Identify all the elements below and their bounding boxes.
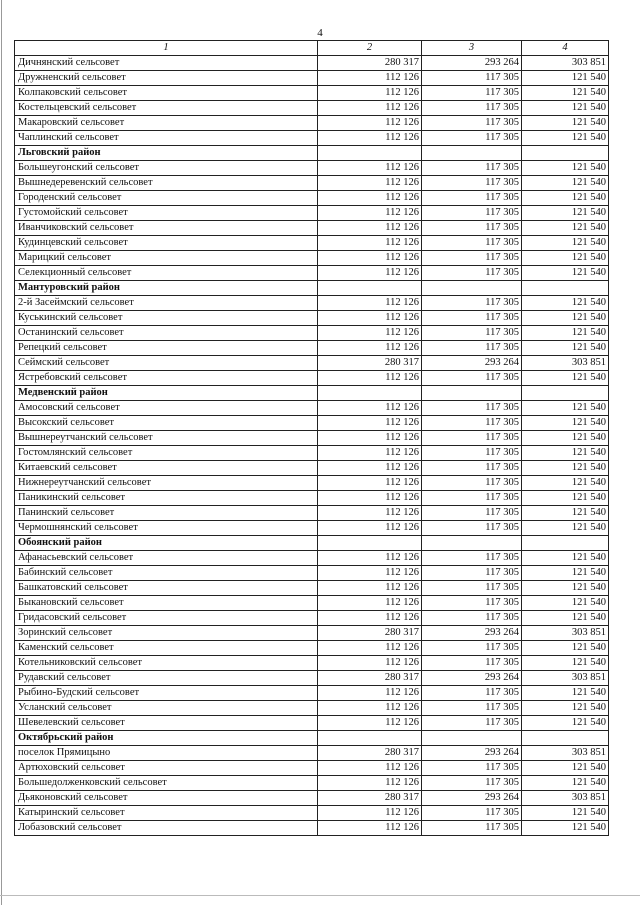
- value-col-4: 121 540: [522, 266, 609, 281]
- municipality-name: Лобазовский сельсовет: [15, 821, 318, 836]
- district-header-row: [15, 281, 609, 296]
- table-row: [15, 596, 609, 611]
- value-col-3: 293 264: [422, 356, 522, 371]
- value-col-4: 121 540: [522, 686, 609, 701]
- value-col-3: 117 305: [422, 521, 522, 536]
- value-col-2: 112 126: [318, 101, 422, 116]
- municipality-name: Макаровский сельсовет: [15, 116, 318, 131]
- value-col-4: 121 540: [522, 716, 609, 731]
- value-col-2: 280 317: [318, 626, 422, 641]
- value-col-4: 121 540: [522, 506, 609, 521]
- table-row: [15, 56, 609, 71]
- value-col-3: 117 305: [422, 506, 522, 521]
- table-row: [15, 116, 609, 131]
- value-col-2: 112 126: [318, 311, 422, 326]
- value-col-3: 117 305: [422, 401, 522, 416]
- value-col-2: [318, 731, 422, 746]
- value-col-2: 112 126: [318, 176, 422, 191]
- table-row: [15, 641, 609, 656]
- value-col-2: 112 126: [318, 416, 422, 431]
- table-row: [15, 491, 609, 506]
- value-col-4: 121 540: [522, 566, 609, 581]
- value-col-3: 117 305: [422, 191, 522, 206]
- value-col-4: [522, 536, 609, 551]
- value-col-3: 117 305: [422, 821, 522, 836]
- table-row: [15, 191, 609, 206]
- table-row: [15, 296, 609, 311]
- value-col-2: 280 317: [318, 671, 422, 686]
- district-name: Октябрьский район: [15, 731, 318, 746]
- table-row: [15, 401, 609, 416]
- value-col-3: 117 305: [422, 551, 522, 566]
- value-col-4: 121 540: [522, 116, 609, 131]
- value-col-4: 121 540: [522, 521, 609, 536]
- value-col-2: 112 126: [318, 251, 422, 266]
- value-col-3: 117 305: [422, 686, 522, 701]
- value-col-2: 112 126: [318, 266, 422, 281]
- value-col-2: 280 317: [318, 791, 422, 806]
- value-col-2: 112 126: [318, 806, 422, 821]
- value-col-3: [422, 146, 522, 161]
- municipality-name: Иванчиковский сельсовет: [15, 221, 318, 236]
- value-col-3: 117 305: [422, 311, 522, 326]
- table-row: [15, 521, 609, 536]
- municipality-name: Каменский сельсовет: [15, 641, 318, 656]
- value-col-2: 112 126: [318, 701, 422, 716]
- value-col-4: 121 540: [522, 401, 609, 416]
- municipality-name: Большеугонский сельсовет: [15, 161, 318, 176]
- value-col-4: 121 540: [522, 461, 609, 476]
- value-col-3: [422, 536, 522, 551]
- value-col-3: 117 305: [422, 716, 522, 731]
- value-col-3: 117 305: [422, 416, 522, 431]
- value-col-4: 121 540: [522, 161, 609, 176]
- value-col-2: 112 126: [318, 776, 422, 791]
- table-row: [15, 761, 609, 776]
- municipality-name: Рыбино-Будский сельсовет: [15, 686, 318, 701]
- value-col-2: 112 126: [318, 371, 422, 386]
- value-col-4: 121 540: [522, 596, 609, 611]
- value-col-4: 121 540: [522, 326, 609, 341]
- district-name: Медвенский район: [15, 386, 318, 401]
- table-row: [15, 326, 609, 341]
- municipality-name: Марицкий сельсовет: [15, 251, 318, 266]
- table-row: [15, 131, 609, 146]
- table-row: [15, 266, 609, 281]
- value-col-4: 121 540: [522, 641, 609, 656]
- district-name: Мантуровский район: [15, 281, 318, 296]
- value-col-2: 112 126: [318, 461, 422, 476]
- value-col-4: 121 540: [522, 776, 609, 791]
- table-row: [15, 431, 609, 446]
- table-row: [15, 581, 609, 596]
- value-col-3: 293 264: [422, 791, 522, 806]
- value-col-4: 121 540: [522, 86, 609, 101]
- district-header-row: [15, 731, 609, 746]
- value-col-2: 112 126: [318, 71, 422, 86]
- table-row: [15, 356, 609, 371]
- table-row: [15, 176, 609, 191]
- value-col-2: 112 126: [318, 761, 422, 776]
- value-col-4: 303 851: [522, 671, 609, 686]
- value-col-2: 112 126: [318, 236, 422, 251]
- municipality-name: Дичнянский сельсовет: [15, 56, 318, 71]
- value-col-2: 112 126: [318, 551, 422, 566]
- value-col-4: 121 540: [522, 341, 609, 356]
- municipality-name: Чермошнянский сельсовет: [15, 521, 318, 536]
- municipality-name: Артюховский сельсовет: [15, 761, 318, 776]
- table-row: [15, 656, 609, 671]
- value-col-3: 117 305: [422, 581, 522, 596]
- value-col-4: 303 851: [522, 791, 609, 806]
- value-col-2: 112 126: [318, 206, 422, 221]
- table-row: [15, 86, 609, 101]
- value-col-2: 112 126: [318, 86, 422, 101]
- value-col-3: 117 305: [422, 206, 522, 221]
- value-col-4: 303 851: [522, 626, 609, 641]
- municipality-name: Вышнедеревенский сельсовет: [15, 176, 318, 191]
- municipality-name: Афанасьевский сельсовет: [15, 551, 318, 566]
- value-col-2: 112 126: [318, 476, 422, 491]
- value-col-3: 117 305: [422, 296, 522, 311]
- value-col-4: 121 540: [522, 296, 609, 311]
- value-col-3: 117 305: [422, 266, 522, 281]
- district-name: Обоянский район: [15, 536, 318, 551]
- value-col-3: 117 305: [422, 116, 522, 131]
- municipality-name: Нижнереутчанский сельсовет: [15, 476, 318, 491]
- table-row: [15, 701, 609, 716]
- district-header-row: [15, 146, 609, 161]
- value-col-2: 112 126: [318, 596, 422, 611]
- value-col-4: 303 851: [522, 746, 609, 761]
- value-col-3: 293 264: [422, 746, 522, 761]
- value-col-3: 293 264: [422, 626, 522, 641]
- column-header-2: 2: [318, 41, 422, 56]
- table-row: [15, 311, 609, 326]
- table-row: [15, 821, 609, 836]
- municipality-name: Гридасовский сельсовет: [15, 611, 318, 626]
- value-col-3: 117 305: [422, 326, 522, 341]
- value-col-2: 280 317: [318, 356, 422, 371]
- table-row: [15, 101, 609, 116]
- value-col-2: 112 126: [318, 716, 422, 731]
- column-header-1: 1: [15, 41, 318, 56]
- scan-left-edge: [1, 0, 2, 905]
- district-header-row: [15, 536, 609, 551]
- table-row: [15, 671, 609, 686]
- value-col-2: 112 126: [318, 401, 422, 416]
- municipality-name: Шевелевский сельсовет: [15, 716, 318, 731]
- value-col-3: 117 305: [422, 806, 522, 821]
- table-row: [15, 551, 609, 566]
- value-col-2: 112 126: [318, 446, 422, 461]
- table-row: [15, 206, 609, 221]
- value-col-4: [522, 281, 609, 296]
- value-col-2: 112 126: [318, 296, 422, 311]
- value-col-3: 117 305: [422, 131, 522, 146]
- value-col-4: 121 540: [522, 191, 609, 206]
- value-col-3: 117 305: [422, 371, 522, 386]
- value-col-4: 121 540: [522, 701, 609, 716]
- value-col-2: 112 126: [318, 521, 422, 536]
- table-row: [15, 776, 609, 791]
- value-col-4: 121 540: [522, 311, 609, 326]
- table-row: [15, 506, 609, 521]
- value-col-3: 293 264: [422, 671, 522, 686]
- municipality-name: Куськинский сельсовет: [15, 311, 318, 326]
- value-col-3: 117 305: [422, 86, 522, 101]
- value-col-3: 293 264: [422, 56, 522, 71]
- scan-bottom-edge: [0, 895, 640, 896]
- value-col-4: 121 540: [522, 476, 609, 491]
- value-col-4: 121 540: [522, 71, 609, 86]
- value-col-3: 117 305: [422, 701, 522, 716]
- value-col-2: 112 126: [318, 581, 422, 596]
- value-col-4: 121 540: [522, 656, 609, 671]
- table-row: [15, 566, 609, 581]
- page-number: 4: [317, 27, 323, 39]
- value-col-2: 112 126: [318, 611, 422, 626]
- value-col-3: 117 305: [422, 641, 522, 656]
- value-col-3: 117 305: [422, 596, 522, 611]
- table-row: [15, 221, 609, 236]
- municipality-name: Паникинский сельсовет: [15, 491, 318, 506]
- value-col-4: 121 540: [522, 446, 609, 461]
- municipality-name: Рудавский сельсовет: [15, 671, 318, 686]
- value-col-4: [522, 146, 609, 161]
- value-col-2: 112 126: [318, 821, 422, 836]
- value-col-4: 121 540: [522, 491, 609, 506]
- value-col-4: [522, 386, 609, 401]
- value-col-2: 112 126: [318, 191, 422, 206]
- district-name: Льговский район: [15, 146, 318, 161]
- value-col-4: 121 540: [522, 581, 609, 596]
- allocation-table-container: [14, 40, 608, 836]
- table-row: [15, 71, 609, 86]
- value-col-2: 112 126: [318, 341, 422, 356]
- value-col-4: 121 540: [522, 236, 609, 251]
- municipality-name: Чаплинский сельсовет: [15, 131, 318, 146]
- column-header-3: 3: [422, 41, 522, 56]
- table-header-row: [15, 41, 609, 56]
- value-col-4: 121 540: [522, 761, 609, 776]
- value-col-2: 112 126: [318, 221, 422, 236]
- table-row: [15, 791, 609, 806]
- value-col-4: 121 540: [522, 806, 609, 821]
- value-col-3: 117 305: [422, 236, 522, 251]
- table-row: [15, 236, 609, 251]
- municipality-name: Башкатовский сельсовет: [15, 581, 318, 596]
- table-row: [15, 251, 609, 266]
- allocation-table: [14, 40, 609, 836]
- municipality-name: Большедолженковский сельсовет: [15, 776, 318, 791]
- value-col-2: 280 317: [318, 56, 422, 71]
- value-col-2: [318, 386, 422, 401]
- table-row: [15, 716, 609, 731]
- value-col-3: 117 305: [422, 431, 522, 446]
- value-col-4: 121 540: [522, 416, 609, 431]
- value-col-4: 121 540: [522, 131, 609, 146]
- table-row: [15, 611, 609, 626]
- column-header-4: 4: [522, 41, 609, 56]
- value-col-2: 112 126: [318, 566, 422, 581]
- value-col-2: [318, 536, 422, 551]
- table-body: [15, 56, 609, 836]
- municipality-name: Костельцевский сельсовет: [15, 101, 318, 116]
- value-col-2: 112 126: [318, 431, 422, 446]
- municipality-name: Дьяконовский сельсовет: [15, 791, 318, 806]
- value-col-2: 112 126: [318, 131, 422, 146]
- municipality-name: Сеймский сельсовет: [15, 356, 318, 371]
- value-col-3: 117 305: [422, 461, 522, 476]
- municipality-name: Катыринский сельсовет: [15, 806, 318, 821]
- value-col-3: [422, 281, 522, 296]
- value-col-2: 112 126: [318, 686, 422, 701]
- value-col-4: 121 540: [522, 176, 609, 191]
- table-row: [15, 371, 609, 386]
- value-col-3: [422, 386, 522, 401]
- value-col-3: 117 305: [422, 656, 522, 671]
- value-col-4: 121 540: [522, 251, 609, 266]
- table-row: [15, 161, 609, 176]
- value-col-3: 117 305: [422, 476, 522, 491]
- municipality-name: Усланский сельсовет: [15, 701, 318, 716]
- table-row: [15, 341, 609, 356]
- value-col-4: [522, 731, 609, 746]
- municipality-name: Китаевский сельсовет: [15, 461, 318, 476]
- value-col-4: 121 540: [522, 551, 609, 566]
- value-col-3: 117 305: [422, 491, 522, 506]
- municipality-name: Гостомлянский сельсовет: [15, 446, 318, 461]
- value-col-4: 121 540: [522, 821, 609, 836]
- value-col-4: 121 540: [522, 611, 609, 626]
- value-col-3: 117 305: [422, 176, 522, 191]
- municipality-name: Зоринский сельсовет: [15, 626, 318, 641]
- value-col-3: 117 305: [422, 161, 522, 176]
- value-col-4: 121 540: [522, 101, 609, 116]
- value-col-2: 112 126: [318, 641, 422, 656]
- municipality-name: 2-й Засеймский сельсовет: [15, 296, 318, 311]
- table-row: [15, 416, 609, 431]
- value-col-3: 117 305: [422, 71, 522, 86]
- municipality-name: Останинский сельсовет: [15, 326, 318, 341]
- value-col-3: 117 305: [422, 221, 522, 236]
- value-col-2: 112 126: [318, 326, 422, 341]
- value-col-4: 121 540: [522, 206, 609, 221]
- municipality-name: поселок Прямицыно: [15, 746, 318, 761]
- value-col-3: 117 305: [422, 446, 522, 461]
- municipality-name: Высокский сельсовет: [15, 416, 318, 431]
- value-col-3: [422, 731, 522, 746]
- municipality-name: Бабинский сельсовет: [15, 566, 318, 581]
- municipality-name: Вышнереутчанский сельсовет: [15, 431, 318, 446]
- value-col-3: 117 305: [422, 251, 522, 266]
- value-col-2: 112 126: [318, 491, 422, 506]
- value-col-2: 112 126: [318, 656, 422, 671]
- district-header-row: [15, 386, 609, 401]
- municipality-name: Городенский сельсовет: [15, 191, 318, 206]
- municipality-name: Панинский сельсовет: [15, 506, 318, 521]
- value-col-2: 112 126: [318, 161, 422, 176]
- value-col-3: 117 305: [422, 761, 522, 776]
- table-row: [15, 746, 609, 761]
- table-row: [15, 626, 609, 641]
- municipality-name: Быкановский сельсовет: [15, 596, 318, 611]
- value-col-4: 303 851: [522, 56, 609, 71]
- table-row: [15, 476, 609, 491]
- municipality-name: Колпаковский сельсовет: [15, 86, 318, 101]
- value-col-3: 117 305: [422, 566, 522, 581]
- municipality-name: Дружненский сельсовет: [15, 71, 318, 86]
- municipality-name: Густомойский сельсовет: [15, 206, 318, 221]
- municipality-name: Репецкий сельсовет: [15, 341, 318, 356]
- table-row: [15, 686, 609, 701]
- table-row: [15, 461, 609, 476]
- value-col-2: 280 317: [318, 746, 422, 761]
- value-col-3: 117 305: [422, 611, 522, 626]
- value-col-3: 117 305: [422, 776, 522, 791]
- table-row: [15, 806, 609, 821]
- value-col-3: 117 305: [422, 101, 522, 116]
- value-col-2: 112 126: [318, 116, 422, 131]
- municipality-name: Кудинцевский сельсовет: [15, 236, 318, 251]
- municipality-name: Селекционный сельсовет: [15, 266, 318, 281]
- table-row: [15, 446, 609, 461]
- value-col-4: 121 540: [522, 221, 609, 236]
- municipality-name: Котельниковский сельсовет: [15, 656, 318, 671]
- municipality-name: Ястребовский сельсовет: [15, 371, 318, 386]
- value-col-3: 117 305: [422, 341, 522, 356]
- municipality-name: Амосовский сельсовет: [15, 401, 318, 416]
- value-col-4: 303 851: [522, 356, 609, 371]
- value-col-4: 121 540: [522, 431, 609, 446]
- value-col-2: [318, 281, 422, 296]
- value-col-2: [318, 146, 422, 161]
- value-col-4: 121 540: [522, 371, 609, 386]
- value-col-2: 112 126: [318, 506, 422, 521]
